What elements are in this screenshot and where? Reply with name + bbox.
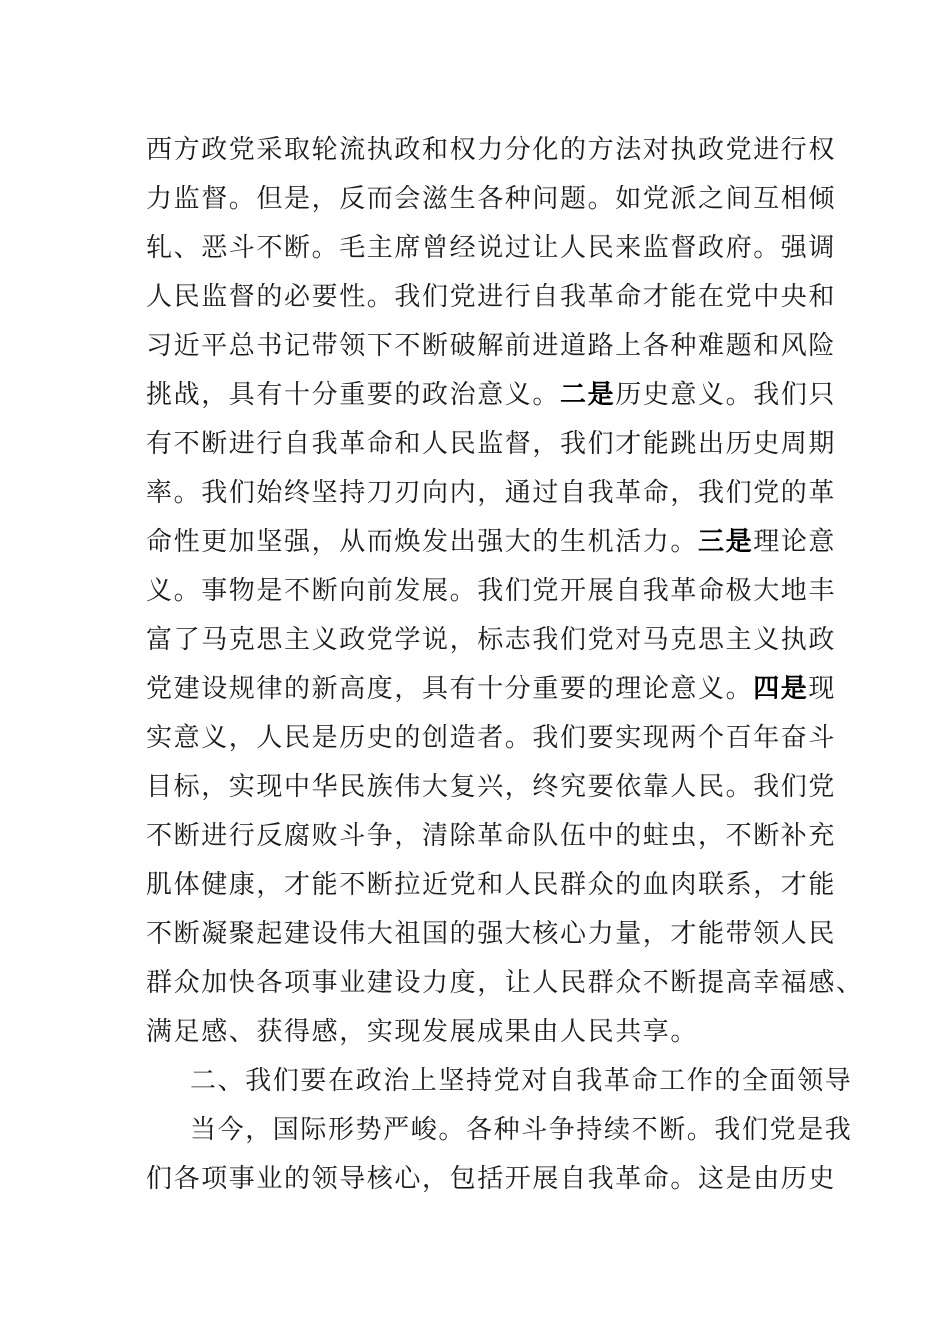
paragraph-line xyxy=(146,371,837,420)
bold-marker: 二是 xyxy=(560,380,616,410)
text-segment: 富了马克思主义政党学说，标志我们党对马克思主义执政 xyxy=(146,625,837,655)
paragraph-line xyxy=(146,861,837,910)
paragraph-line xyxy=(146,175,837,224)
bold-marker: 四是 xyxy=(753,674,809,704)
text-segment: 实意义，人民是历史的创造者。我们要实现两个百年奋斗 xyxy=(146,723,837,753)
paragraph-line xyxy=(146,420,837,469)
body-text xyxy=(146,126,864,1204)
text-segment: 不断凝聚起建设伟大祖国的强大核心力量，才能带领人民 xyxy=(146,919,837,949)
paragraph-line xyxy=(146,714,837,763)
text-segment: 轧、恶斗不断。毛主席曾经说过让人民来监督政府。强调 xyxy=(146,233,837,263)
text-segment: 现 xyxy=(808,674,837,704)
paragraph-line xyxy=(146,910,837,959)
text-segment: 理论意 xyxy=(753,527,837,557)
text-segment: 率。我们始终坚持刀刃向内，通过自我革命，我们党的革 xyxy=(146,478,837,508)
bold-marker: 三是 xyxy=(698,527,754,557)
paragraph-line xyxy=(146,224,837,273)
paragraph-line xyxy=(146,518,837,567)
paragraph-line xyxy=(146,126,837,175)
text-segment: 党建设规律的新高度，具有十分重要的理论意义。 xyxy=(146,674,754,704)
text-segment: 们各项事业的领导核心，包括开展自我革命。这是由历史 xyxy=(146,1164,837,1194)
text-segment: 二、我们要在政治上坚持党对自我革命工作的全面领导 xyxy=(190,1066,853,1096)
text-segment: 目标，实现中华民族伟大复兴，终究要依靠人民。我们党 xyxy=(146,772,837,802)
paragraph-line-indented xyxy=(146,1106,853,1155)
text-segment: 有不断进行自我革命和人民监督，我们才能跳出历史周期 xyxy=(146,429,837,459)
text-segment: 肌体健康，才能不断拉近党和人民群众的血肉联系，才能 xyxy=(146,870,837,900)
text-segment: 习近平总书记带领下不断破解前进道路上各种难题和风险 xyxy=(146,331,837,361)
paragraph-line xyxy=(146,812,837,861)
paragraph-line xyxy=(146,665,837,714)
text-segment: 不断进行反腐败斗争，清除革命队伍中的蛀虫，不断补充 xyxy=(146,821,837,851)
text-segment: 命性更加坚强，从而焕发出强大的生机活力。 xyxy=(146,527,699,557)
text-segment: 西方政党采取轮流执政和权力分化的方法对执政党进行权 xyxy=(146,135,837,165)
paragraph-line xyxy=(146,763,837,812)
text-segment: 群众加快各项事业建设力度，让人民群众不断提高幸福感、 xyxy=(146,968,864,998)
paragraph-line xyxy=(146,1155,837,1204)
text-segment: 满足感、获得感，实现发展成果由人民共享。 xyxy=(146,1017,699,1047)
text-segment: 当今，国际形势严峻。各种斗争持续不断。我们党是我 xyxy=(190,1115,853,1145)
paragraph-line xyxy=(146,616,837,665)
paragraph-line xyxy=(146,959,864,1008)
paragraph-line xyxy=(146,469,837,518)
text-segment: 人民监督的必要性。我们党进行自我革命才能在党中央和 xyxy=(146,282,837,312)
text-segment: 历史意义。我们只 xyxy=(615,380,837,410)
paragraph-line xyxy=(146,273,837,322)
text-segment: 力监督。但是，反而会滋生各种问题。如党派之间互相倾 xyxy=(146,184,837,214)
text-segment: 义。事物是不断向前发展。我们党开展自我革命极大地丰 xyxy=(146,576,837,606)
paragraph-line xyxy=(146,567,837,616)
paragraph-line-indented xyxy=(146,1057,853,1106)
paragraph-line xyxy=(146,1008,826,1057)
paragraph-line xyxy=(146,322,837,371)
text-segment: 挑战，具有十分重要的政治意义。 xyxy=(146,380,561,410)
